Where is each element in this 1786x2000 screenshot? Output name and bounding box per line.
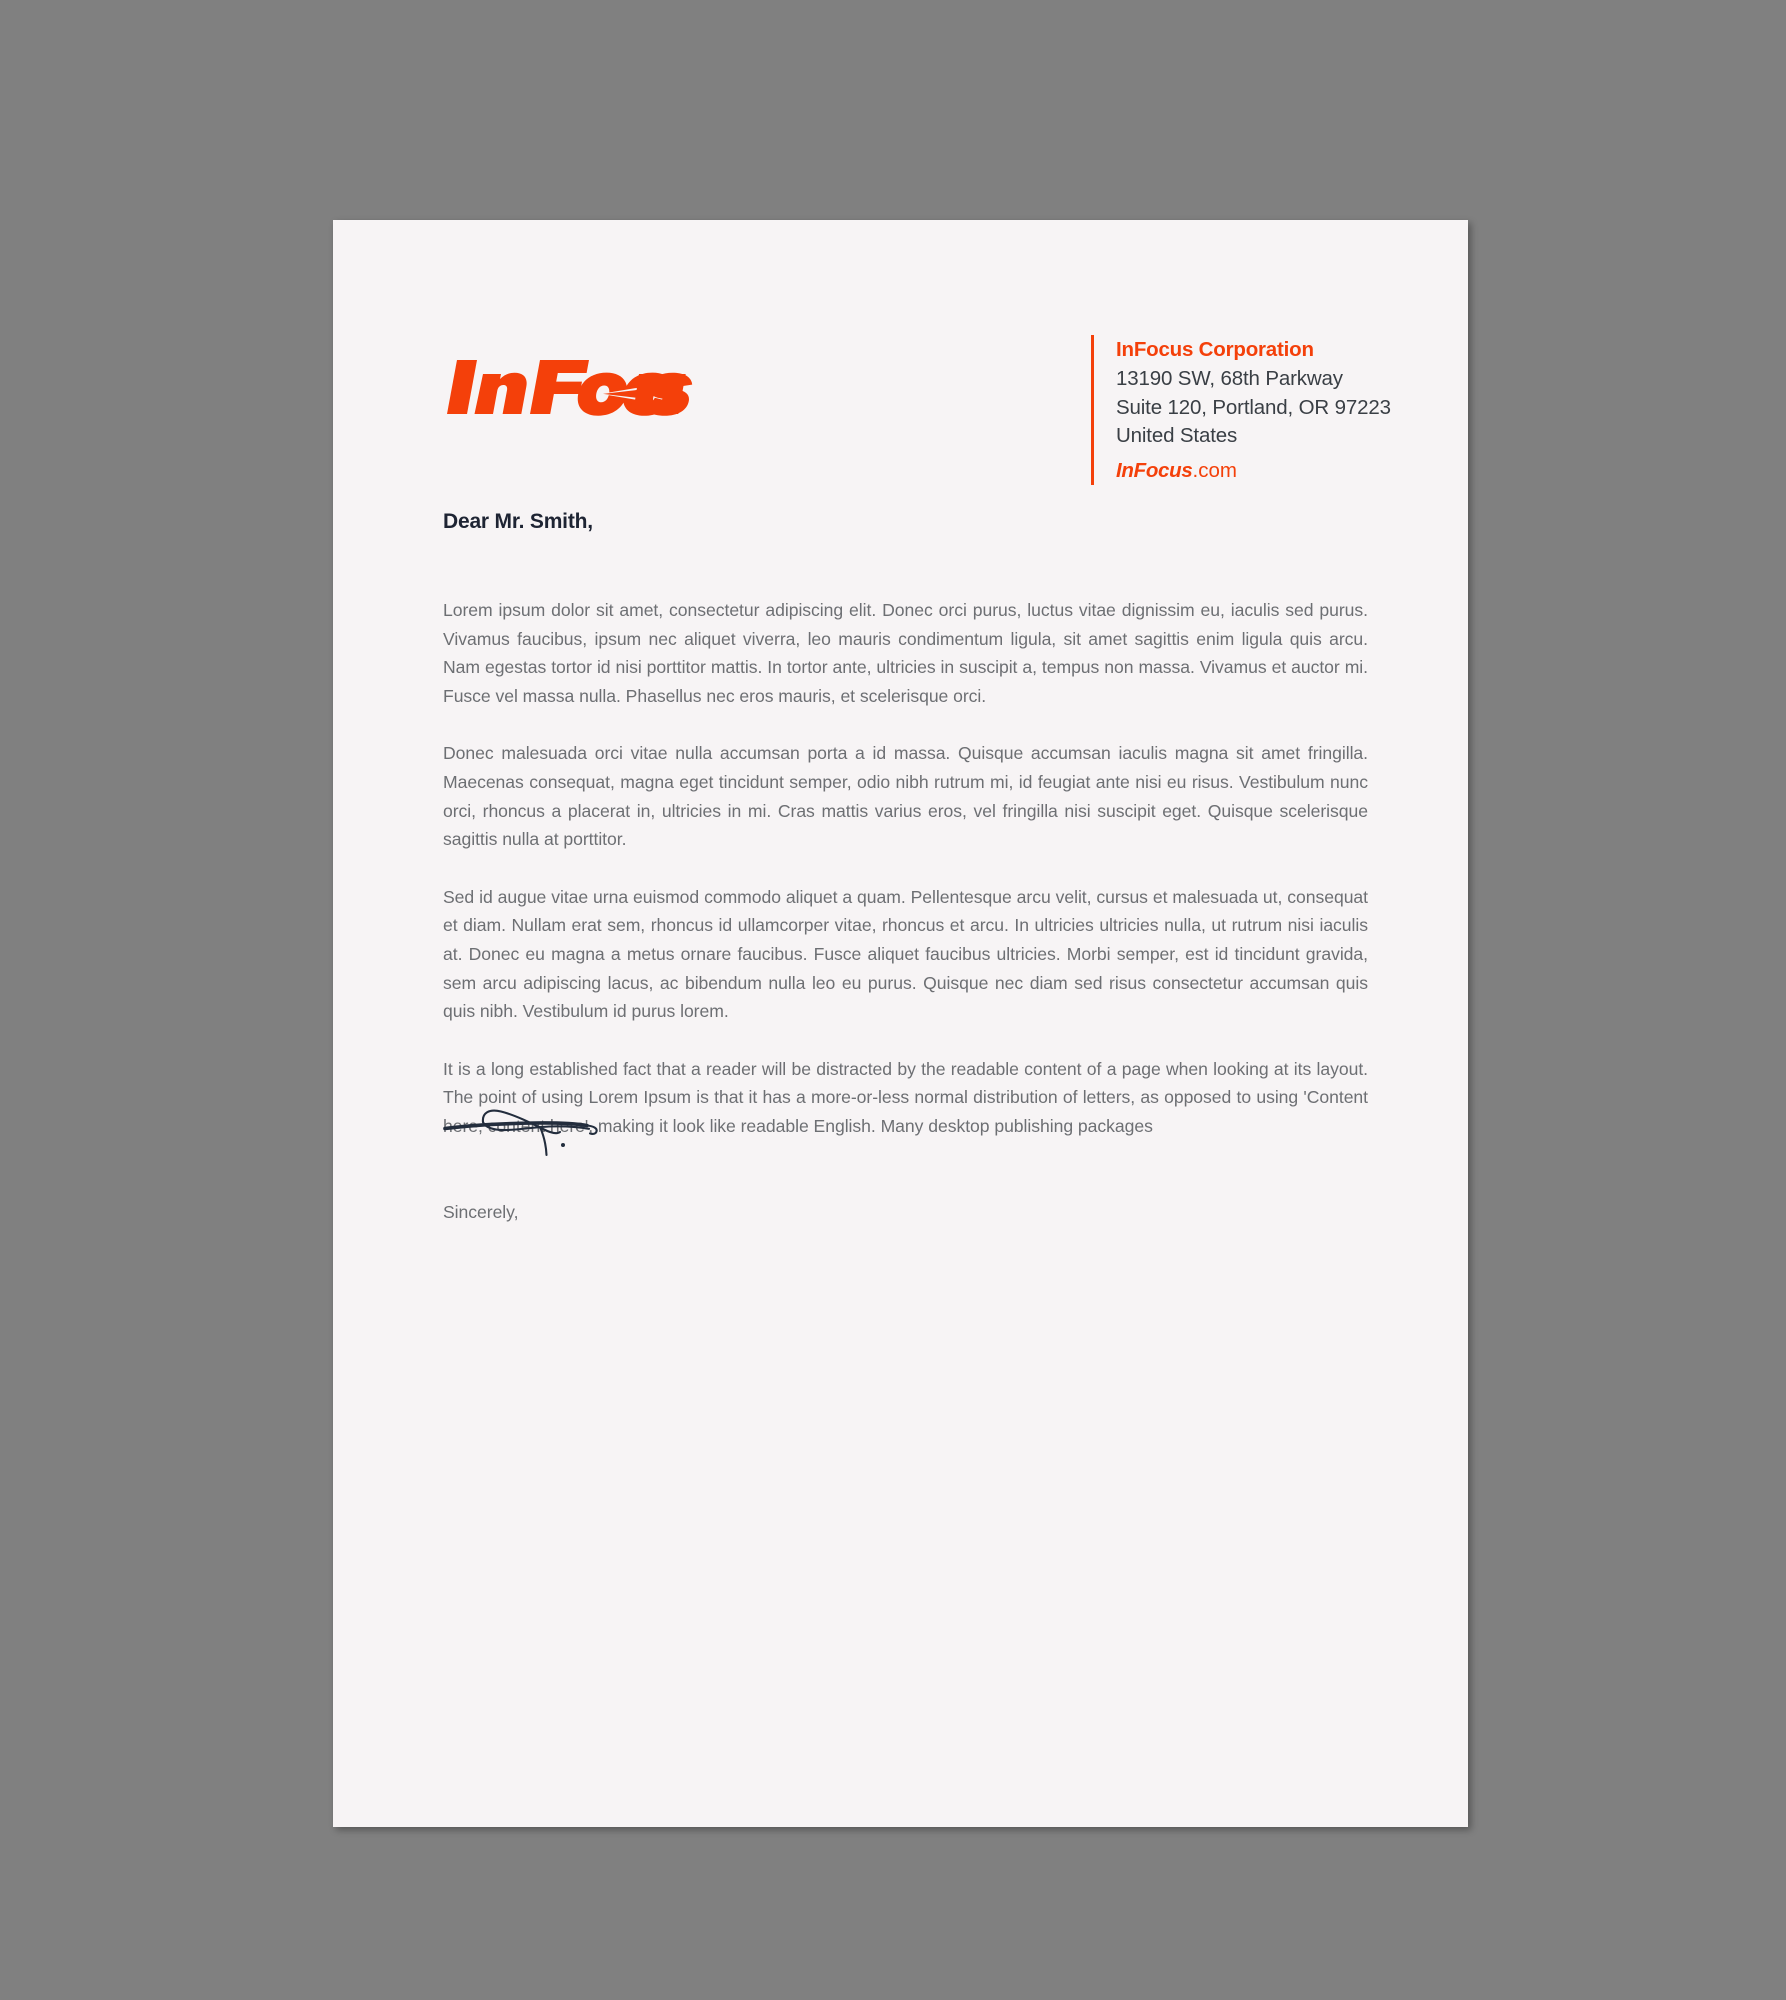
letterhead xyxy=(333,220,1468,480)
body-paragraph: It is a long established fact that a reader will be distracted by the readable content of a page when looking at its layout. The point of using Lorem Ipsum is that it has a more-or-less normal distribution of letters, as opposed to using 'Content here, content here', making it look like readable English. Many desktop publishing packages xyxy=(443,1058,1368,1136)
address-block xyxy=(1091,335,1406,485)
body-paragraph: Donec malesuada orci vitae nulla accumsan porta a id massa. Quisque accumsan iaculis magna sit amet fringilla. Maecenas consequat, magna eget tincidunt semper, odio nibh rutrum mi, id feugiat ante nisi eu risus. Vestibulum nunc orci, rhoncus a placerat in, ultricies in mi. Cras mattis varius eros, vel fringilla nisi suscipit eget. Quisque scelerisque sagittis nulla at porttitor. xyxy=(443,743,1368,850)
closing-salutation: Sincerely, xyxy=(443,1201,519,1222)
letter-page xyxy=(333,220,1468,1827)
website-link[interactable] xyxy=(1116,457,1406,485)
body-paragraph: Lorem ipsum dolor sit amet, consectetur adipiscing elit. Donec orci purus, luctus vitae dignissim eu, iaculis sed purus. Vivamus faucibus, ipsum nec aliquet viverra, leo mauris condimentum ligula, sit amet sagittis enim ligula quis arcu. Nam egestas tortor id nisi porttitor mattis. In tortor ante, ultricies in suscipit a, tempus non massa. Vivamus et auctor mi. Fusce vel massa nulla. Phasellus nec eros mauris, et scelerisque orci. xyxy=(443,600,1368,706)
handwritten-signature-icon xyxy=(439,1092,609,1158)
body-paragraph: Sed id augue vitae urna euismod commodo aliquet a quam. Pellentesque arcu velit, cursus et malesuada ut, consequat et diam. Nullam erat sem, rhoncus id ullamcorper vitae, rhoncus et arcu. In ultricies ultricies nulla, ut rutrum nisi iaculis at. Donec eu magna a metus ornare faucibus. Fusce aliquet faucibus ultricies. Morbi semper, est id tincidunt gravida, sem arcu adipiscing lacus, ac bibendum nulla leo eu purus. Quisque nec diam sed risus consectetur accumsan quis quis nibh. Vestibulum id purus lorem. xyxy=(443,886,1368,1022)
website-brand: InFocus xyxy=(1116,458,1193,482)
address-line: Suite 120, Portland, OR 97223 xyxy=(1116,395,1391,419)
infocus-logo xyxy=(443,356,703,426)
address-line: 13190 SW, 68th Parkway xyxy=(1116,367,1343,390)
address-line: United States xyxy=(1116,424,1238,447)
signature xyxy=(439,1092,619,1162)
website-tld: .com xyxy=(1192,458,1237,482)
company-name: InFocus Corporation xyxy=(1116,338,1314,361)
infocus-logo-icon xyxy=(443,356,693,418)
salutation: Dear Mr. Smith, xyxy=(443,510,593,533)
